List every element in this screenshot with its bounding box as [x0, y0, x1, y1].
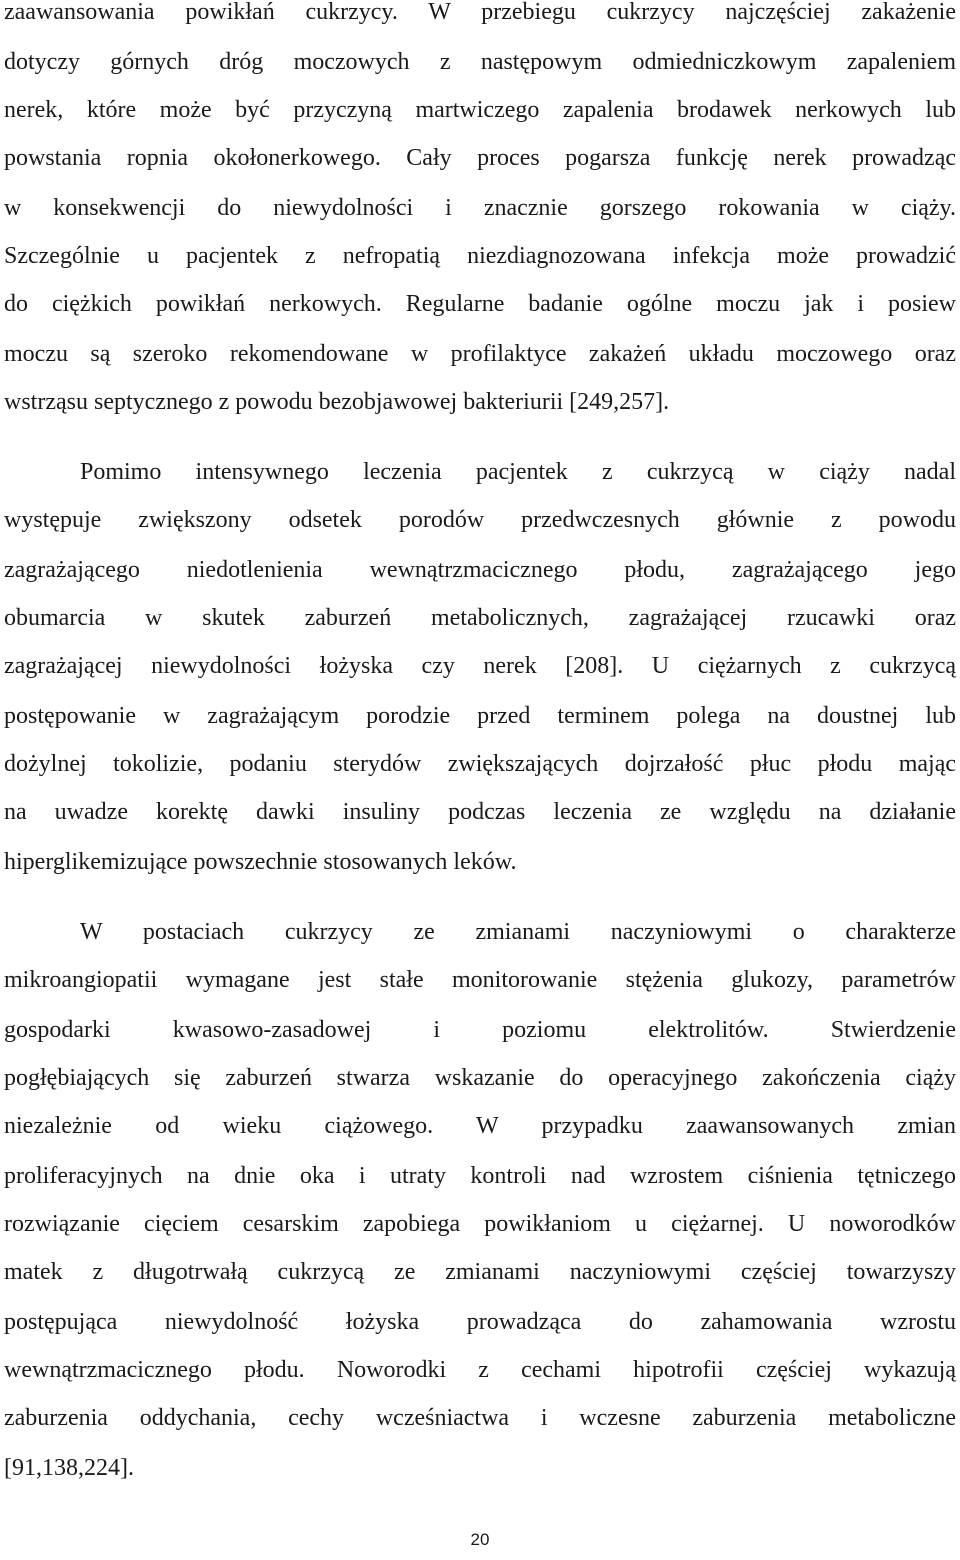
text-line: rozwiązanie cięciem cesarskim zapobiega powikłaniom u ciężarnej. U noworodków	[4, 1211, 956, 1237]
text-line: powstania ropnia okołonerkowego. Cały proces pogarsza funkcję nerek prowadząc	[4, 145, 956, 171]
text-line: w konsekwencji do niewydolności i znacznie gorszego rokowania w ciąży.	[4, 195, 956, 221]
text-line: postępowanie w zagrażającym porodzie przed terminem polega na doustnej lub	[4, 703, 956, 729]
text-line: proliferacyjnych na dnie oka i utraty kontroli nad wzrostem ciśnienia tętniczego	[4, 1163, 956, 1189]
text-line: hiperglikemizujące powszechnie stosowanych leków.	[4, 849, 517, 875]
text-line: zaburzenia oddychania, cechy wcześniactwa i wczesne zaburzenia metaboliczne	[4, 1405, 956, 1431]
text-line: do ciężkich powikłań nerkowych. Regularne badanie ogólne moczu jak i posiew	[4, 291, 956, 317]
text-line: W postaciach cukrzycy ze zmianami naczyniowymi o charakterze	[80, 919, 956, 945]
text-line: pogłębiających się zaburzeń stwarza wskazanie do operacyjnego zakończenia ciąży	[4, 1065, 956, 1091]
text-line: mikroangiopatii wymagane jest stałe monitorowanie stężenia glukozy, parametrów	[4, 967, 956, 993]
text-line: matek z długotrwałą cukrzycą ze zmianami naczyniowymi częściej towarzyszy	[4, 1259, 956, 1285]
text-line: obumarcia w skutek zaburzeń metabolicznych, zagrażającej rzucawki oraz	[4, 605, 956, 631]
text-line: [91,138,224].	[4, 1455, 134, 1481]
text-line: występuje zwiększony odsetek porodów przedwczesnych głównie z powodu	[4, 507, 956, 533]
text-line: gospodarki kwasowo-zasadowej i poziomu elektrolitów. Stwierdzenie	[4, 1017, 956, 1043]
text-line: dożylnej tokolizie, podaniu sterydów zwiększających dojrzałość płuc płodu mając	[4, 751, 956, 777]
text-line: niezależnie od wieku ciążowego. W przypadku zaawansowanych zmian	[4, 1113, 956, 1139]
text-line: wstrząsu septycznego z powodu bezobjawowej bakteriurii [249,257].	[4, 389, 670, 415]
text-line: zagrażającego niedotlenienia wewnątrzmacicznego płodu, zagrażającego jego	[4, 557, 956, 583]
text-line: wewnątrzmacicznego płodu. Noworodki z cechami hipotrofii częściej wykazują	[4, 1357, 956, 1383]
text-line: zaawansowania powikłań cukrzycy. W przebiegu cukrzycy najczęściej zakażenie	[4, 0, 956, 25]
text-line: moczu są szeroko rekomendowane w profilaktyce zakażeń układu moczowego oraz	[4, 341, 956, 367]
text-line: dotyczy górnych dróg moczowych z następowym odmiedniczkowym zapaleniem	[4, 49, 956, 75]
text-line: na uwadze korektę dawki insuliny podczas leczenia ze względu na działanie	[4, 799, 956, 825]
text-line: zagrażającej niewydolności łożyska czy nerek [208]. U ciężarnych z cukrzycą	[4, 653, 956, 679]
page-number: 20	[470, 1530, 490, 1549]
text-line: Pomimo intensywnego leczenia pacjentek z cukrzycą w ciąży nadal	[80, 459, 956, 485]
text-line: nerek, które może być przyczyną martwiczego zapalenia brodawek nerkowych lub	[4, 97, 956, 123]
text-line: Szczególnie u pacjentek z nefropatią niezdiagnozowana infekcja może prowadzić	[4, 243, 956, 269]
text-line: postępująca niewydolność łożyska prowadząca do zahamowania wzrostu	[4, 1309, 956, 1335]
